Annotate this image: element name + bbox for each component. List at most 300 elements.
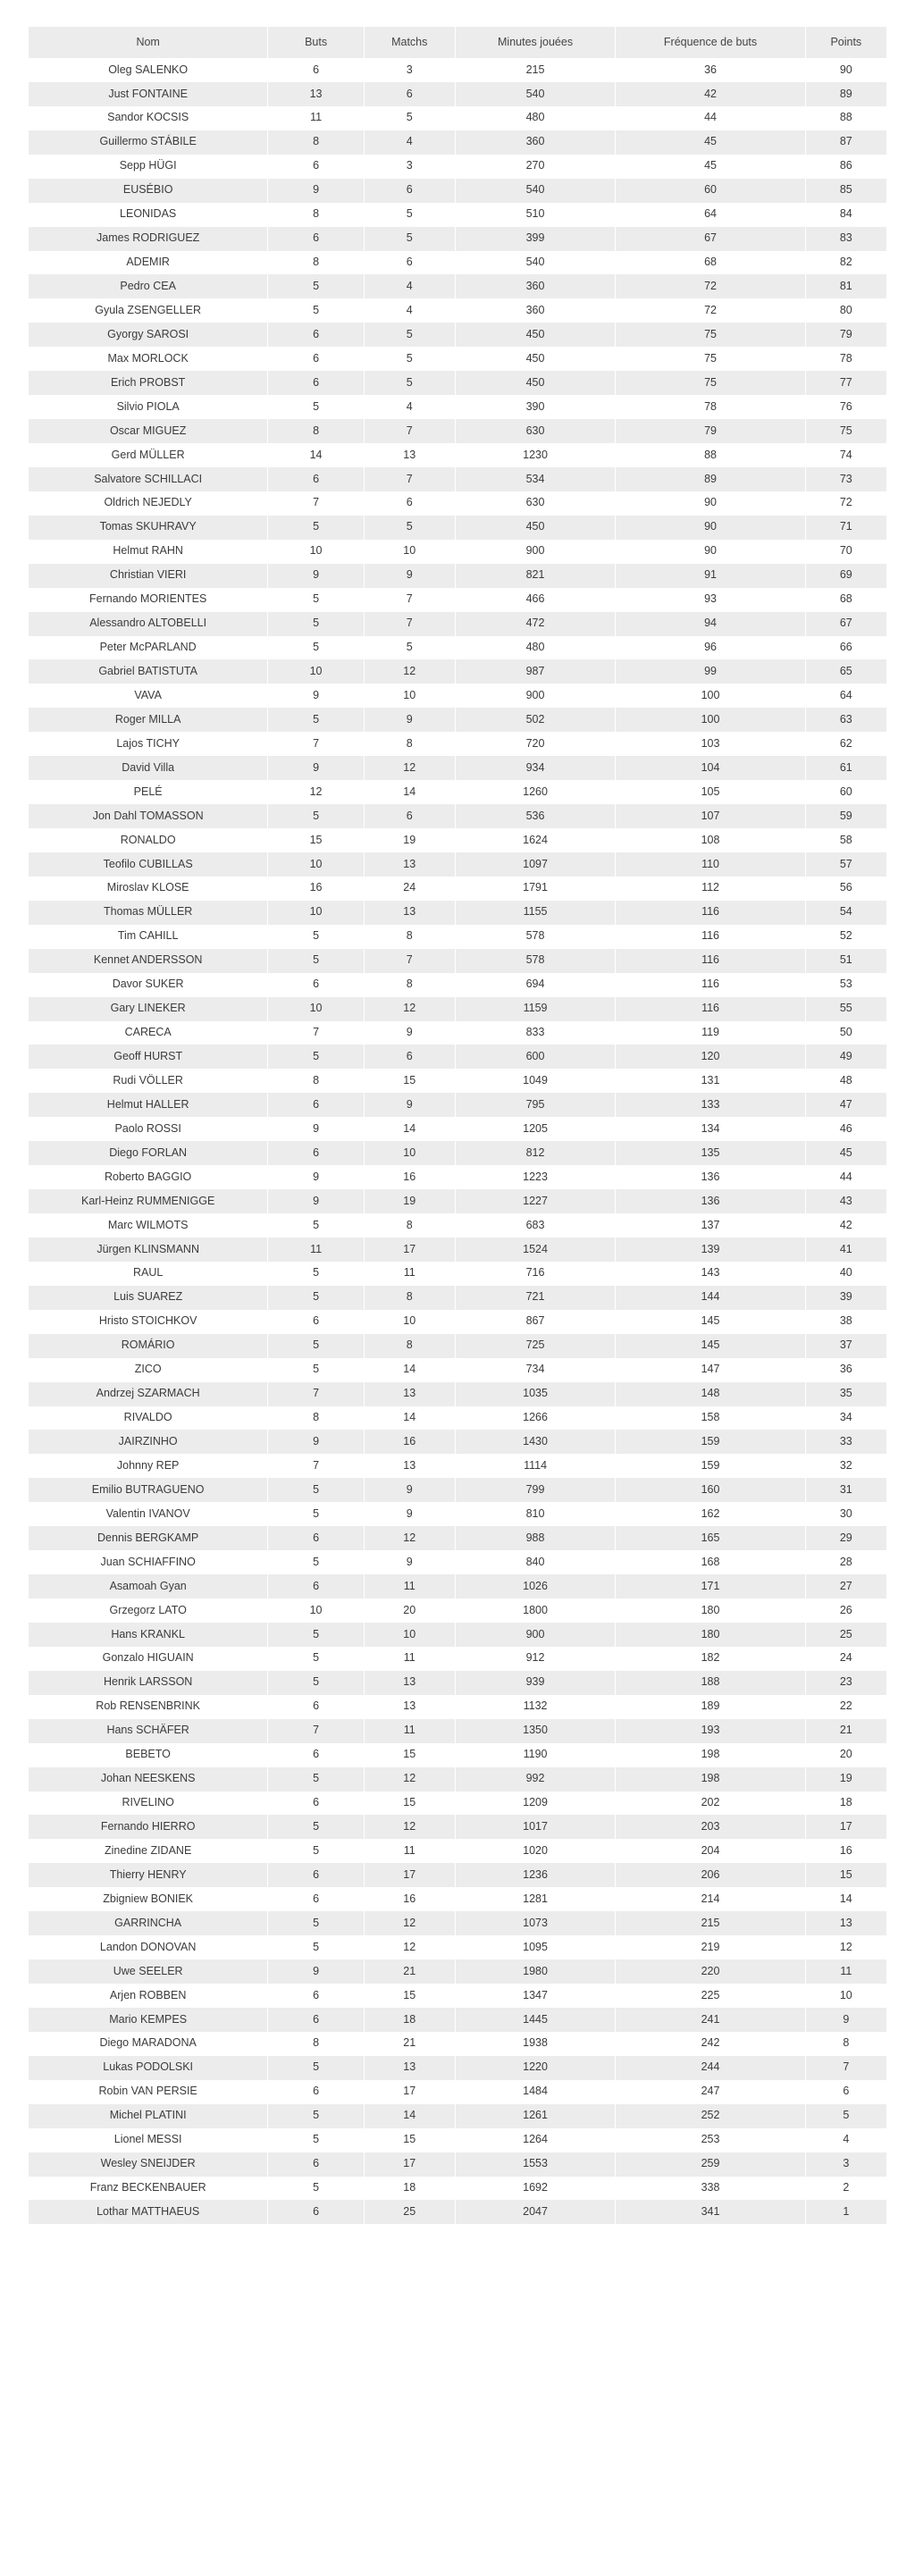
cell-pts: 57 [805, 852, 886, 877]
cell-min: 1049 [455, 1069, 616, 1093]
cell-matchs: 15 [364, 2128, 455, 2152]
cell-freq: 242 [616, 2032, 805, 2056]
cell-nom: Zinedine ZIDANE [29, 1839, 268, 1863]
cell-buts: 6 [268, 1863, 365, 1887]
cell-matchs: 12 [364, 1767, 455, 1791]
table-row [29, 732, 887, 756]
table-row [29, 1238, 887, 1262]
cell-buts: 5 [268, 1286, 365, 1310]
cell-freq: 91 [616, 564, 805, 588]
cell-min: 721 [455, 1286, 616, 1310]
cell-buts: 7 [268, 1454, 365, 1478]
cell-pts: 24 [805, 1647, 886, 1671]
table-row [29, 1189, 887, 1213]
cell-matchs: 17 [364, 1863, 455, 1887]
cell-pts: 84 [805, 203, 886, 227]
cell-matchs: 9 [364, 1021, 455, 1045]
cell-buts: 16 [268, 877, 365, 901]
cell-matchs: 14 [364, 2104, 455, 2128]
cell-pts: 81 [805, 274, 886, 298]
cell-nom: Juan SCHIAFFINO [29, 1550, 268, 1574]
table-row [29, 298, 887, 323]
cell-pts: 18 [805, 1791, 886, 1816]
table-row [29, 1310, 887, 1334]
cell-nom: ZICO [29, 1358, 268, 1382]
cell-nom: Lothar MATTHAEUS [29, 2200, 268, 2224]
cell-freq: 107 [616, 804, 805, 828]
cell-matchs: 8 [364, 1334, 455, 1358]
table-row [29, 467, 887, 491]
cell-matchs: 5 [364, 636, 455, 660]
cell-freq: 88 [616, 443, 805, 467]
cell-nom: Jon Dahl TOMASSON [29, 804, 268, 828]
cell-nom: Sandor KOCSIS [29, 106, 268, 130]
cell-pts: 15 [805, 1863, 886, 1887]
cell-nom: Roberto BAGGIO [29, 1165, 268, 1189]
cell-freq: 338 [616, 2177, 805, 2201]
cell-nom: David Villa [29, 756, 268, 780]
cell-min: 1097 [455, 852, 616, 877]
table-row [29, 1959, 887, 1984]
cell-buts: 12 [268, 780, 365, 804]
cell-nom: Sepp HÜGI [29, 155, 268, 179]
cell-min: 1020 [455, 1839, 616, 1863]
cell-freq: 116 [616, 997, 805, 1021]
table-row [29, 564, 887, 588]
cell-pts: 69 [805, 564, 886, 588]
table-row [29, 612, 887, 636]
table-row [29, 877, 887, 901]
cell-buts: 5 [268, 636, 365, 660]
cell-nom: Karl-Heinz RUMMENIGGE [29, 1189, 268, 1213]
cell-pts: 55 [805, 997, 886, 1021]
cell-min: 1281 [455, 1887, 616, 1911]
cell-buts: 5 [268, 2177, 365, 2201]
cell-buts: 5 [268, 612, 365, 636]
cell-matchs: 8 [364, 1286, 455, 1310]
cell-pts: 58 [805, 828, 886, 852]
table-row [29, 1069, 887, 1093]
cell-matchs: 4 [364, 274, 455, 298]
table-row [29, 82, 887, 106]
cell-freq: 42 [616, 82, 805, 106]
cell-buts: 6 [268, 2080, 365, 2104]
cell-nom: GARRINCHA [29, 1911, 268, 1935]
cell-buts: 5 [268, 1358, 365, 1382]
cell-buts: 9 [268, 1959, 365, 1984]
cell-freq: 64 [616, 203, 805, 227]
cell-matchs: 15 [364, 1069, 455, 1093]
table-row [29, 1093, 887, 1117]
cell-nom: LEONIDAS [29, 203, 268, 227]
cell-freq: 144 [616, 1286, 805, 1310]
cell-freq: 341 [616, 2200, 805, 2224]
cell-buts: 6 [268, 1887, 365, 1911]
cell-nom: JAIRZINHO [29, 1430, 268, 1454]
cell-matchs: 13 [364, 1671, 455, 1695]
cell-nom: Andrzej SZARMACH [29, 1382, 268, 1406]
cell-pts: 39 [805, 1286, 886, 1310]
cell-pts: 25 [805, 1623, 886, 1647]
col-header-frequence-de-buts[interactable]: Fréquence de buts [616, 27, 805, 58]
cell-freq: 93 [616, 588, 805, 612]
table-row [29, 1262, 887, 1286]
table-row [29, 1767, 887, 1791]
cell-buts: 9 [268, 756, 365, 780]
cell-pts: 80 [805, 298, 886, 323]
cell-pts: 90 [805, 58, 886, 82]
cell-nom: Just FONTAINE [29, 82, 268, 106]
table-row [29, 1045, 887, 1069]
cell-buts: 5 [268, 516, 365, 540]
cell-matchs: 14 [364, 1358, 455, 1382]
cell-min: 1624 [455, 828, 616, 852]
table-row [29, 708, 887, 732]
cell-pts: 21 [805, 1719, 886, 1743]
cell-matchs: 17 [364, 1238, 455, 1262]
cell-pts: 26 [805, 1598, 886, 1623]
cell-freq: 206 [616, 1863, 805, 1887]
table-row [29, 1406, 887, 1431]
cell-pts: 70 [805, 540, 886, 564]
cell-pts: 50 [805, 1021, 886, 1045]
cell-nom: Rudi VÖLLER [29, 1069, 268, 1093]
col-header-matchs[interactable]: Matchs [364, 27, 455, 58]
cell-freq: 241 [616, 2008, 805, 2032]
cell-freq: 103 [616, 732, 805, 756]
cell-freq: 36 [616, 58, 805, 82]
cell-nom: Kennet ANDERSSON [29, 949, 268, 973]
cell-matchs: 5 [364, 371, 455, 395]
cell-buts: 5 [268, 2128, 365, 2152]
cell-min: 683 [455, 1213, 616, 1238]
cell-buts: 9 [268, 1430, 365, 1454]
table-row [29, 2177, 887, 2201]
cell-nom: Robin VAN PERSIE [29, 2080, 268, 2104]
table-row [29, 1286, 887, 1310]
cell-buts: 6 [268, 1743, 365, 1767]
table-row [29, 588, 887, 612]
cell-pts: 36 [805, 1358, 886, 1382]
cell-matchs: 5 [364, 203, 455, 227]
cell-matchs: 20 [364, 1598, 455, 1623]
cell-pts: 61 [805, 756, 886, 780]
table-row [29, 1021, 887, 1045]
cell-buts: 6 [268, 227, 365, 251]
cell-matchs: 10 [364, 1310, 455, 1334]
cell-freq: 116 [616, 901, 805, 925]
cell-pts: 75 [805, 419, 886, 443]
cell-pts: 29 [805, 1526, 886, 1550]
cell-nom: Hristo STOICHKOV [29, 1310, 268, 1334]
cell-min: 1017 [455, 1815, 616, 1839]
cell-matchs: 14 [364, 780, 455, 804]
cell-nom: RAUL [29, 1262, 268, 1286]
cell-freq: 96 [616, 636, 805, 660]
cell-buts: 5 [268, 1911, 365, 1935]
cell-buts: 10 [268, 1598, 365, 1623]
cell-matchs: 13 [364, 2056, 455, 2080]
cell-pts: 78 [805, 347, 886, 371]
cell-pts: 83 [805, 227, 886, 251]
cell-matchs: 10 [364, 684, 455, 708]
cell-freq: 244 [616, 2056, 805, 2080]
cell-matchs: 13 [364, 1454, 455, 1478]
table-row [29, 1334, 887, 1358]
cell-nom: Peter McPARLAND [29, 636, 268, 660]
cell-min: 1791 [455, 877, 616, 901]
cell-pts: 79 [805, 323, 886, 347]
cell-min: 502 [455, 708, 616, 732]
table-row [29, 2008, 887, 2032]
cell-freq: 110 [616, 852, 805, 877]
cell-pts: 2 [805, 2177, 886, 2201]
cell-freq: 158 [616, 1406, 805, 1431]
cell-matchs: 15 [364, 1791, 455, 1816]
cell-nom: Johnny REP [29, 1454, 268, 1478]
table-header [29, 27, 887, 58]
cell-pts: 33 [805, 1430, 886, 1454]
cell-pts: 53 [805, 973, 886, 997]
cell-min: 536 [455, 804, 616, 828]
cell-buts: 5 [268, 1839, 365, 1863]
cell-min: 1261 [455, 2104, 616, 2128]
cell-buts: 7 [268, 491, 365, 516]
table-row [29, 1526, 887, 1550]
cell-freq: 119 [616, 1021, 805, 1045]
cell-freq: 75 [616, 323, 805, 347]
cell-nom: Diego FORLAN [29, 1141, 268, 1165]
cell-buts: 5 [268, 1623, 365, 1647]
cell-nom: ADEMIR [29, 251, 268, 275]
cell-freq: 72 [616, 274, 805, 298]
cell-matchs: 13 [364, 1695, 455, 1719]
table-row [29, 684, 887, 708]
cell-matchs: 7 [364, 949, 455, 973]
cell-min: 987 [455, 659, 616, 684]
cell-buts: 10 [268, 540, 365, 564]
cell-pts: 14 [805, 1887, 886, 1911]
cell-pts: 54 [805, 901, 886, 925]
cell-min: 480 [455, 636, 616, 660]
cell-freq: 108 [616, 828, 805, 852]
cell-pts: 72 [805, 491, 886, 516]
cell-min: 630 [455, 491, 616, 516]
cell-matchs: 11 [364, 1647, 455, 1671]
cell-pts: 49 [805, 1045, 886, 1069]
cell-pts: 9 [805, 2008, 886, 2032]
table-row [29, 1213, 887, 1238]
cell-pts: 28 [805, 1550, 886, 1574]
cell-freq: 159 [616, 1454, 805, 1478]
cell-matchs: 16 [364, 1430, 455, 1454]
cell-min: 934 [455, 756, 616, 780]
col-header-buts[interactable]: Buts [268, 27, 365, 58]
cell-min: 720 [455, 732, 616, 756]
cell-nom: Helmut HALLER [29, 1093, 268, 1117]
cell-freq: 165 [616, 1526, 805, 1550]
cell-matchs: 12 [364, 756, 455, 780]
cell-pts: 88 [805, 106, 886, 130]
cell-nom: Asamoah Gyan [29, 1574, 268, 1598]
cell-min: 1524 [455, 1238, 616, 1262]
cell-matchs: 17 [364, 2080, 455, 2104]
table-row [29, 1550, 887, 1574]
cell-nom: Tomas SKUHRAVY [29, 516, 268, 540]
cell-min: 810 [455, 1502, 616, 1526]
cell-min: 1205 [455, 1117, 616, 1141]
cell-min: 900 [455, 540, 616, 564]
cell-pts: 85 [805, 179, 886, 203]
cell-pts: 87 [805, 130, 886, 155]
cell-buts: 5 [268, 1478, 365, 1502]
table-row [29, 1141, 887, 1165]
cell-min: 1264 [455, 2128, 616, 2152]
cell-matchs: 12 [364, 659, 455, 684]
cell-buts: 11 [268, 106, 365, 130]
cell-freq: 259 [616, 2152, 805, 2177]
table-row [29, 106, 887, 130]
cell-matchs: 7 [364, 419, 455, 443]
cell-min: 540 [455, 251, 616, 275]
col-header-nom[interactable]: Nom [29, 27, 268, 58]
table-row [29, 491, 887, 516]
cell-freq: 100 [616, 708, 805, 732]
table-row [29, 347, 887, 371]
table-row [29, 58, 887, 82]
table-row [29, 1358, 887, 1382]
cell-freq: 136 [616, 1165, 805, 1189]
cell-freq: 133 [616, 1093, 805, 1117]
cell-min: 812 [455, 1141, 616, 1165]
cell-min: 450 [455, 371, 616, 395]
cell-freq: 116 [616, 973, 805, 997]
cell-freq: 136 [616, 1189, 805, 1213]
cell-freq: 252 [616, 2104, 805, 2128]
cell-min: 360 [455, 130, 616, 155]
table-row [29, 227, 887, 251]
cell-min: 1132 [455, 1695, 616, 1719]
cell-buts: 9 [268, 179, 365, 203]
cell-matchs: 11 [364, 1839, 455, 1863]
cell-matchs: 6 [364, 1045, 455, 1069]
cell-nom: Gyula ZSENGELLER [29, 298, 268, 323]
cell-buts: 6 [268, 1310, 365, 1334]
cell-pts: 67 [805, 612, 886, 636]
cell-matchs: 4 [364, 298, 455, 323]
cell-pts: 46 [805, 1117, 886, 1141]
cell-nom: Oleg SALENKO [29, 58, 268, 82]
cell-buts: 9 [268, 684, 365, 708]
table-row [29, 274, 887, 298]
table-row [29, 1719, 887, 1743]
cell-matchs: 8 [364, 732, 455, 756]
cell-nom: VAVA [29, 684, 268, 708]
cell-min: 1220 [455, 2056, 616, 2080]
cell-min: 1230 [455, 443, 616, 467]
cell-nom: Luis SUAREZ [29, 1286, 268, 1310]
cell-min: 821 [455, 564, 616, 588]
cell-pts: 30 [805, 1502, 886, 1526]
cell-nom: Erich PROBST [29, 371, 268, 395]
cell-min: 1159 [455, 997, 616, 1021]
cell-buts: 6 [268, 155, 365, 179]
cell-nom: Fernando HIERRO [29, 1815, 268, 1839]
table-row [29, 443, 887, 467]
cell-min: 1223 [455, 1165, 616, 1189]
cell-pts: 16 [805, 1839, 886, 1863]
cell-pts: 74 [805, 443, 886, 467]
cell-matchs: 12 [364, 997, 455, 1021]
table-row [29, 659, 887, 684]
cell-pts: 76 [805, 395, 886, 419]
cell-buts: 8 [268, 1069, 365, 1093]
cell-buts: 5 [268, 1647, 365, 1671]
table-row [29, 155, 887, 179]
cell-min: 600 [455, 1045, 616, 1069]
cell-nom: Uwe SEELER [29, 1959, 268, 1984]
cell-min: 1073 [455, 1911, 616, 1935]
cell-min: 795 [455, 1093, 616, 1117]
cell-buts: 6 [268, 1984, 365, 2008]
cell-matchs: 15 [364, 1984, 455, 2008]
table-row [29, 2080, 887, 2104]
table-row [29, 925, 887, 949]
cell-nom: Thomas MÜLLER [29, 901, 268, 925]
cell-min: 1484 [455, 2080, 616, 2104]
cell-pts: 51 [805, 949, 886, 973]
cell-buts: 5 [268, 298, 365, 323]
cell-pts: 41 [805, 1238, 886, 1262]
cell-matchs: 4 [364, 395, 455, 419]
cell-min: 578 [455, 925, 616, 949]
player-stats-table [28, 27, 887, 2224]
cell-freq: 193 [616, 1719, 805, 1743]
table-row [29, 203, 887, 227]
cell-buts: 9 [268, 1189, 365, 1213]
cell-min: 360 [455, 274, 616, 298]
cell-buts: 5 [268, 274, 365, 298]
col-header-minutes-jouees[interactable]: Minutes jouées [455, 27, 616, 58]
table-row [29, 1671, 887, 1695]
cell-nom: Oldrich NEJEDLY [29, 491, 268, 516]
cell-matchs: 10 [364, 540, 455, 564]
cell-buts: 6 [268, 347, 365, 371]
cell-matchs: 21 [364, 1959, 455, 1984]
cell-freq: 105 [616, 780, 805, 804]
cell-matchs: 5 [364, 516, 455, 540]
table-row [29, 1935, 887, 1959]
table-row [29, 1791, 887, 1816]
cell-buts: 6 [268, 2200, 365, 2224]
col-header-points[interactable]: Points [805, 27, 886, 58]
cell-nom: Michel PLATINI [29, 2104, 268, 2128]
cell-nom: BEBETO [29, 1743, 268, 1767]
cell-pts: 7 [805, 2056, 886, 2080]
cell-freq: 99 [616, 659, 805, 684]
table-row [29, 179, 887, 203]
cell-min: 450 [455, 323, 616, 347]
cell-nom: RONALDO [29, 828, 268, 852]
cell-freq: 104 [616, 756, 805, 780]
cell-freq: 162 [616, 1502, 805, 1526]
cell-nom: RIVALDO [29, 1406, 268, 1431]
cell-min: 799 [455, 1478, 616, 1502]
cell-buts: 5 [268, 1213, 365, 1238]
cell-freq: 160 [616, 1478, 805, 1502]
cell-min: 578 [455, 949, 616, 973]
table-row [29, 1598, 887, 1623]
